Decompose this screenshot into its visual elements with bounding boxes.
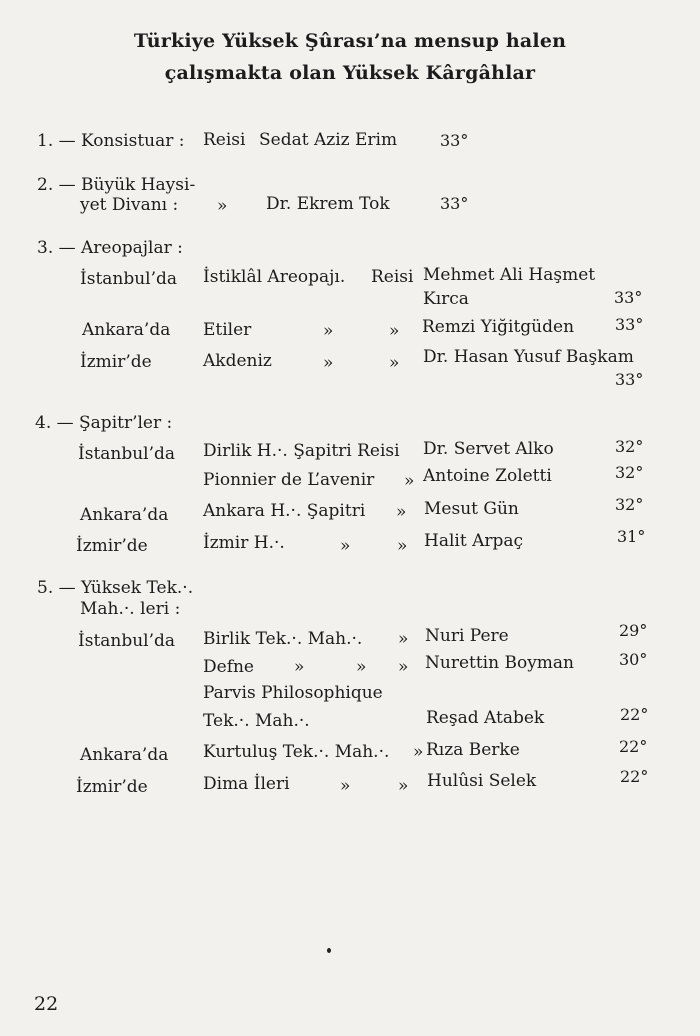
page-number: 22	[34, 993, 59, 1015]
section-4-row-1-name: Dr. Servet Alko	[423, 439, 554, 459]
section-3-row-3-degree: 33°	[615, 370, 644, 389]
section-5-row-3-name: Reşad Atabek	[426, 708, 545, 728]
section-4-row-2-ditto: »	[404, 471, 415, 491]
section-4-row-4-degree: 31°	[617, 527, 646, 546]
section-3-row-2-ditto-2: »	[389, 321, 400, 341]
print-speck	[327, 948, 331, 953]
section-5-row-5-degree: 22°	[620, 767, 649, 786]
section-5-heading-line-2: Mah.·. leri :	[80, 599, 181, 619]
section-5-row-3-degree: 22°	[620, 705, 649, 724]
section-4-row-3-city: Ankara’da	[80, 505, 169, 525]
section-4-row-2-degree: 32°	[615, 463, 644, 482]
section-3-row-1-name: Mehmet Ali Haşmet	[423, 265, 596, 285]
section-5-row-1-degree: 29°	[619, 621, 648, 640]
section-5-row-2-ditto-3: »	[398, 657, 409, 677]
section-5-row-4-ditto: »	[413, 742, 424, 762]
section-5-row-5-name: Hulûsi Selek	[427, 771, 537, 791]
section-3-row-2-lodge: Etiler	[203, 320, 252, 340]
section-2-ditto: »	[217, 196, 228, 216]
section-3-row-2-degree: 33°	[615, 315, 644, 334]
title-line-1: Türkiye Yüksek Şûrası’na mensup halen	[133, 30, 567, 52]
section-5-heading-line-1: 5. — Yüksek Tek.·.	[37, 578, 194, 598]
section-4-row-3-name: Mesut Gün	[424, 499, 519, 519]
section-5-row-2-ditto-2: »	[356, 657, 367, 677]
section-5-row-3-lodge-line-2: Tek.·. Mah.·.	[203, 711, 310, 731]
section-3-row-3-ditto-2: »	[389, 353, 400, 373]
section-3-row-3-name: Dr. Hasan Yusuf Başkam	[423, 347, 634, 367]
section-5-row-2-name: Nurettin Boyman	[425, 653, 574, 673]
section-3-row-2-ditto-1: »	[323, 321, 334, 341]
section-4-row-1-city: İstanbul’da	[78, 444, 176, 464]
section-2-heading-line-2: yet Divanı :	[80, 195, 179, 215]
section-3-heading: 3. — Areopajlar :	[37, 238, 183, 258]
section-4-row-4-ditto-2: »	[397, 536, 408, 556]
section-4-heading: 4. — Şapitr’ler :	[35, 413, 173, 433]
section-5-row-2-degree: 30°	[619, 650, 648, 669]
section-4-row-4-lodge: İzmir H.·.	[203, 533, 285, 553]
section-4-row-4-ditto-1: »	[340, 536, 351, 556]
section-4-row-2-name: Antoine Zoletti	[423, 466, 552, 486]
section-3-row-3-lodge: Akdeniz	[203, 351, 272, 371]
section-5-row-5-city: İzmir’de	[76, 777, 148, 797]
section-5-row-5-lodge: Dima İleri	[203, 774, 290, 794]
section-5-row-3-lodge: Parvis Philosophique	[203, 683, 383, 703]
section-4-row-3-degree: 32°	[615, 495, 644, 514]
section-4-row-3-lodge: Ankara H.·. Şapitri	[203, 501, 366, 521]
section-1-degree: 33°	[440, 131, 469, 150]
section-2-degree: 33°	[440, 194, 469, 213]
section-5-row-4-lodge: Kurtuluş Tek.·. Mah.·.	[203, 742, 390, 762]
section-5-row-1-lodge: Birlik Tek.·. Mah.·.	[203, 629, 363, 649]
section-3-row-1-role: Reisi	[371, 267, 414, 287]
section-4-row-4-name: Halit Arpaç	[424, 531, 524, 551]
section-3-row-1-name-line-2: Kırca	[423, 289, 469, 309]
section-5-row-4-name: Rıza Berke	[426, 740, 520, 760]
section-4-row-3-ditto: »	[396, 502, 407, 522]
section-5-row-5-ditto-2: »	[398, 776, 409, 796]
section-1-role: Reisi	[203, 130, 246, 150]
section-3-row-1-degree: 33°	[614, 288, 643, 307]
section-2-name: Dr. Ekrem Tok	[266, 194, 390, 214]
section-1-heading: 1. — Konsistuar :	[37, 131, 185, 151]
section-5-row-2-ditto-1: »	[294, 657, 305, 677]
section-5-row-5-ditto-1: »	[340, 776, 351, 796]
section-3-row-2-city: Ankara’da	[82, 320, 171, 340]
section-2-heading-line-1: 2. — Büyük Haysi-	[37, 175, 196, 195]
section-4-row-1-lodge: Dirlik H.·. Şapitri Reisi	[203, 441, 400, 461]
section-4-row-1-degree: 32°	[615, 437, 644, 456]
section-1-name: Sedat Aziz Erim	[259, 130, 398, 150]
section-3-row-3-ditto-1: »	[323, 353, 334, 373]
section-3-row-1-city: İstanbul’da	[80, 269, 178, 289]
section-5-row-1-name: Nuri Pere	[425, 626, 509, 646]
section-5-row-1-ditto: »	[398, 629, 409, 649]
section-5-row-4-degree: 22°	[619, 737, 648, 756]
section-5-row-2-lodge: Defne	[203, 657, 254, 677]
section-4-row-2-lodge: Pionnier de L’avenir	[203, 470, 375, 490]
section-3-row-3-city: İzmir’de	[80, 352, 152, 372]
section-3-row-2-name: Remzi Yiğitgüden	[422, 317, 575, 337]
title-line-2: çalışmakta olan Yüksek Kârgâhlar	[164, 62, 536, 84]
section-5-row-1-city: İstanbul’da	[78, 631, 176, 651]
section-4-row-4-city: İzmir’de	[76, 536, 148, 556]
section-5-row-4-city: Ankara’da	[80, 745, 169, 765]
section-3-row-1-lodge: İstiklâl Areopajı.	[203, 267, 346, 287]
